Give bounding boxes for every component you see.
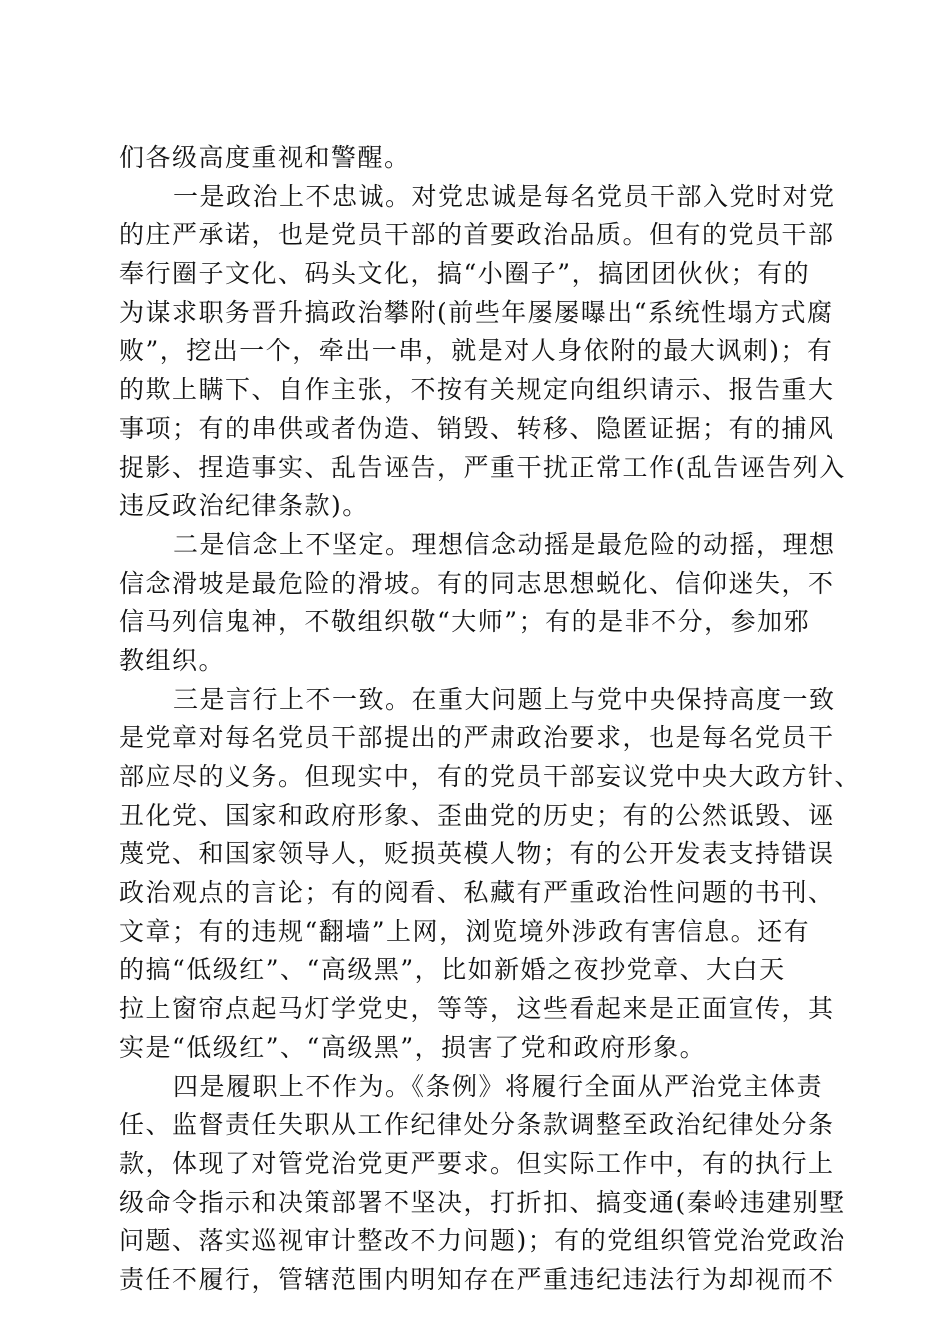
paragraph-start-line: 三是言行上不一致。在重大问题上与党中央保持高度一致	[173, 684, 836, 714]
text-line: 是党章对每名党员干部提出的严肃政治要求，也是每名党员干	[119, 723, 835, 753]
text-line: 教组织。	[119, 645, 226, 675]
text-line: 的欺上瞒下、自作主张，不按有关规定向组织请示、报告重大	[119, 375, 835, 405]
text-line: 信马列信鬼神，不敬组织敬“大师”；有的是非不分，参加邪	[119, 607, 811, 637]
text-line: 违反政治纪律条款)。	[119, 491, 369, 521]
paragraph-start-line: 四是履职上不作为。《条例》将履行全面从严治党主体责	[173, 1071, 824, 1101]
text-line: 实是“低级红”、“高级黑”，损害了党和政府形象。	[119, 1032, 707, 1062]
text-line: 级命令指示和决策部署不坚决，打折扣、搞变通(秦岭违建别墅	[119, 1187, 846, 1217]
text-line: 问题、落实巡视审计整改不力问题)；有的党组织管党治党政治	[119, 1226, 846, 1256]
text-line: 信念滑坡是最危险的滑坡。有的同志思想蜕化、信仰迷失，不	[119, 568, 835, 598]
text-line: 任、监督责任失职从工作纪律处分条款调整至政治纪律处分条	[119, 1110, 835, 1140]
text-line: 事项；有的串供或者伪造、销毁、转移、隐匿证据；有的捕风	[119, 413, 835, 443]
text-line: 政治观点的言论；有的阅看、私藏有严重政治性问题的书刊、	[119, 878, 835, 908]
text-line: 部应尽的义务。但现实中，有的党员干部妄议党中央大政方针、	[119, 762, 862, 791]
text-line: 们各级高度重视和警醒。	[119, 143, 411, 172]
text-line: 奉行圈子文化、码头文化，搞“小圈子”，搞团团伙伙；有的	[119, 259, 811, 289]
text-line: 败”，挖出一个，牵出一串，就是对人身依附的最大讽刺)；有	[119, 336, 834, 366]
text-line: 为谋求职务晋升搞政治攀附(前些年屡屡曝出“系统性塌方式腐	[119, 297, 834, 327]
text-line: 蔑党、和国家领导人，贬损英模人物；有的公开发表支持错误	[119, 839, 835, 869]
document-body	[119, 139, 862, 1300]
text-line: 捉影、捏造事实、乱告诬告，严重干扰正常工作(乱告诬告列入	[119, 452, 846, 482]
text-line: 责任不履行，管辖范围内明知存在严重违纪违法行为却视而不	[119, 1264, 835, 1294]
text-line: 丑化党、国家和政府形象、歪曲党的历史；有的公然诋毁、诬	[119, 800, 835, 830]
text-line: 文章；有的违规“翻墙”上网，浏览境外涉政有害信息。还有	[119, 916, 811, 946]
text-line: 款，体现了对管党治党更严要求。但实际工作中，有的执行上	[119, 1148, 835, 1178]
text-line: 的庄严承诺，也是党员干部的首要政治品质。但有的党员干部	[119, 220, 835, 250]
text-line: 的搞“低级红”、“高级黑”，比如新婚之夜抄党章、大白天	[119, 955, 786, 985]
paragraph-start-line: 二是信念上不坚定。理想信念动摇是最危险的动摇，理想	[173, 529, 836, 559]
text-line: 拉上窗帘点起马灯学党史，等等，这些看起来是正面宣传，其	[119, 994, 835, 1024]
paragraph-start-line: 一是政治上不忠诚。对党忠诚是每名党员干部入党时对党	[173, 181, 836, 211]
